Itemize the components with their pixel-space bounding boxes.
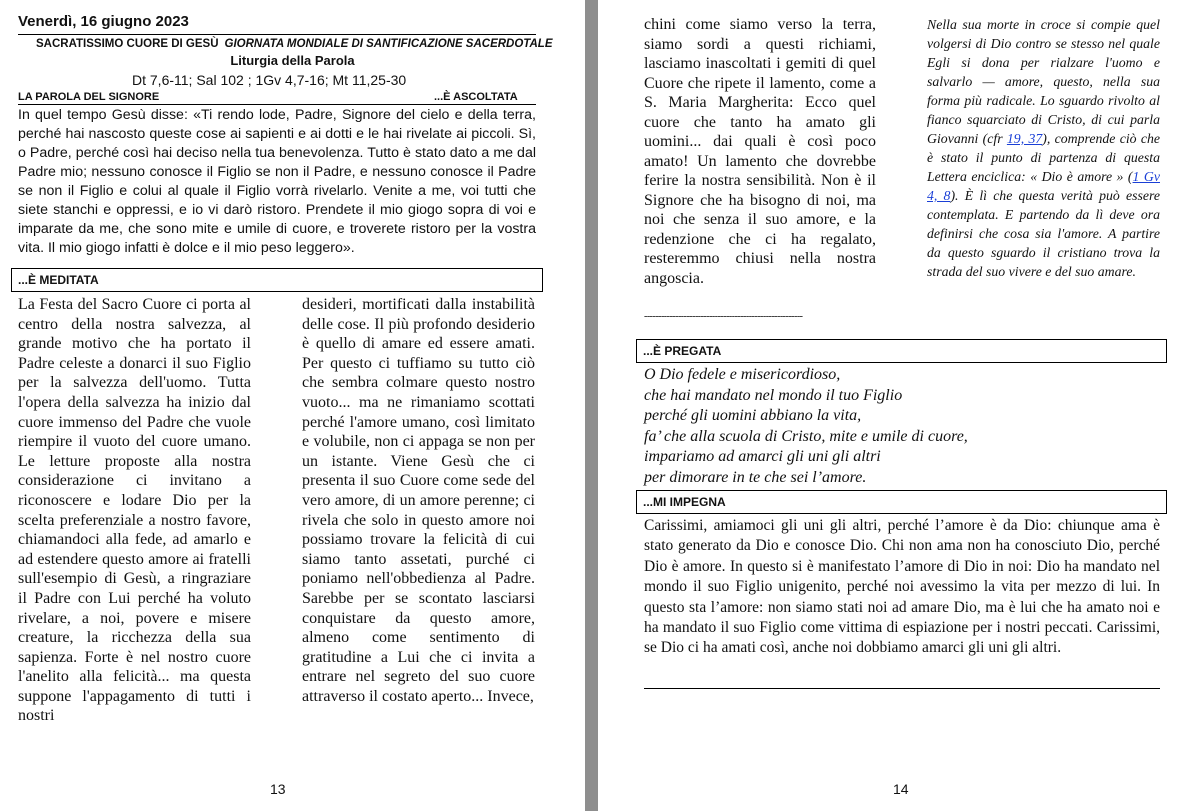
section-listened-label: ...È ASCOLTATA <box>434 91 518 103</box>
section-word-label: LA PAROLA DEL SIGNORE <box>18 91 160 103</box>
meditation-column-2 <box>302 295 535 706</box>
encyclical-text-2: ), comprende ciò che è stato il punto di partenza di questa Lettera enciclica: « Dio è amore » ( <box>927 131 1160 184</box>
column-separator: -------------------------------------------------------- <box>644 311 803 322</box>
meditated-header <box>11 268 543 292</box>
liturgy-title: Liturgia della Parola <box>230 53 355 68</box>
section-rule <box>18 104 536 105</box>
readings-reference: Dt 7,6-11; Sal 102 ; 1Gv 4,7-16; Mt 11,25-30 <box>132 72 407 88</box>
meditated-label: ...È MEDITATA <box>18 273 99 287</box>
meditation-paragraph-1: La Festa del Sacro Cuore ci porta al centro della nostra salvezza, al grande motivo che ha portato il Padre celeste a donarci il suo Figlio per la salvezza dell'uomo. Tutta l'opera della salvezza ha inizio dal cuore immenso del Padre che vuole riempire il vuoto del cuore umano. Le letture proposte alla nostra considerazione ci invitano a riconoscere e lodare Dio per la scelta preferenziale a nostro favore, chiamandoci alla fede, ad amarlo e ad estendere questo amore ai fratelli sull'esempio di Gesù, a ringraziare il Padre con Lui perché ha voluto rivelare, a noi, povere e misere creature, la ricchezza della sua sapienza. Forte è nel nostro cuore l'anelito alla felicità... ma questa suppone l'appagamento di tutti i nostri <box>18 296 251 725</box>
prayer-text <box>644 365 968 488</box>
header-rule <box>18 34 536 35</box>
prayer-line: fa’ che alla scuola di Cristo, mite e umile di cuore, <box>644 427 968 445</box>
commit-label: ...MI IMPEGNA <box>643 495 726 509</box>
prayer-line: per dimorare in te che sei l’amore. <box>644 468 867 486</box>
commitment-text: Carissimi, amiamoci gli uni gli altri, perché l’amore è da Dio: chiunque ama è stato generato da Dio e conosce Dio. Chi non ama non ha conosciuto Dio, perché Dio è amore. In questo si è manifestato l’amore di Dio in noi: Dio ha mandato nel mondo il suo Figlio unigenito, perché noi avessimo la vita per mezzo di lui. In questo sta l’amore: non siamo stati noi ad amare Dio, ma è lui che ha amato noi e ha mandato il suo Figlio come vittima di espiazione per i nostri peccati. Carissimi, se Dio ci ha amati così, anche noi dobbiamo amarci gli uni gli altri. <box>644 517 1160 657</box>
encyclical-quote <box>927 15 1160 281</box>
meditation-column-3: chini come siamo verso la terra, siamo sordi a questi richiami, lasciamo inascoltati i gemiti di quel Cuore che ripete il lamento, come a S. Maria Margherita: Ecco quel cuore che tanto ha amato gli uomini... dai quali è così poco amato! Un lamento che dovrebbe ferire la nostra sensibilità. Non è il Signore che ha bisogno di noi, ma noi che senza il suo amore, e la redenzione che ci ha regalato, resteremmo chiusi nella nostra angoscia. <box>644 16 876 287</box>
page-13 <box>0 0 585 811</box>
prayer-line: impariamo ad amarci gli uni gli altri <box>644 448 881 465</box>
prayed-header <box>636 339 1167 363</box>
bottom-rule <box>644 688 1160 689</box>
prayer-line: che hai mandato nel mondo il tuo Figlio <box>644 386 903 404</box>
reference-link-jn-19-37[interactable]: 19, 37 <box>1006 131 1043 146</box>
prayer-line: perché gli uomini abbiano la vita, <box>644 407 862 424</box>
page-number-13: 13 <box>270 781 286 797</box>
reference-link-1jn-4-8[interactable]: 1 Gv 4, 8 <box>927 169 1160 203</box>
prayer-line: O Dio fedele e misericordioso, <box>644 366 841 383</box>
encyclical-text-3: ). È lì che questa verità può essere contemplata. E partendo da lì deve ora definirsi che cosa sia l'amore. A partire da questo sguardo il cristiano trova la strada del suo vivere e del suo amare. <box>927 188 1160 279</box>
meditation-column-1 <box>18 295 251 726</box>
page-number-14: 14 <box>893 781 909 797</box>
feast-line <box>36 38 552 50</box>
date-header: Venerdì, 16 giugno 2023 <box>18 13 189 30</box>
gospel-text: In quel tempo Gesù disse: «Ti rendo lode, Padre, Signore del cielo e della terra, perché hai nascosto queste cose ai sapienti e ai dotti e le hai rivelate ai piccoli. Sì, o Padre, perché così hai deciso nella tua benevolenza. Tutto è stato dato a me dal Padre mio; nessuno conosce il Figlio se non il Padre, e nessuno conosce il Padre se non il Figlio e colui al quale il Figlio vorrà rivelarlo. Venite a me, voi tutti che siete stanchi e oppressi, e io vi darò ristoro. Prendete il mio giogo sopra di voi e imparate da me, che sono mite e umile di cuore, e troverete ristoro per la vostra vita. Il mio giogo infatti è dolce e il mio peso leggero». <box>18 107 536 256</box>
page-divider <box>585 0 598 811</box>
commit-header <box>636 490 1167 514</box>
encyclical-text-1: Nella sua morte in croce si compie quel volgersi di Dio contro se stesso nel quale Egli si dona per rialzare l'uomo e salvarlo — amore, questo, nella sua forma più radicale. Lo sguardo rivolto al fianco squarciato di Cristo, di cui parla Giovanni (cfr <box>927 17 1160 146</box>
feast-note: GIORNATA MONDIALE DI SANTIFICAZIONE SACERDOTALE <box>224 38 553 50</box>
prayed-label: ...È PREGATA <box>643 344 722 358</box>
feast-title: SACRATISSIMO CUORE DI GESÙ <box>36 38 219 50</box>
meditation-paragraph-2: desideri, mortificati dalla instabilità delle cose. Il più profondo desiderio è quello di amare ed essere amati. Per questo ci tuffiamo su tutto ciò che sembra colmare questo nostro vuoto... ma ne rimaniamo scottati perché l'amore umano, così limitato e volubile, non ci appaga se non per un istante. Viene Gesù che ci presenta il suo Cuore come sede del vero amore, di un amore perenne; ci rivela che solo in questo amore noi possiamo trovare la felicità di cui siamo tanto assetati, purché ci poniamo nell'obbedienza al Padre. Sarebbe per se scontato lasciarsi conquistare da questo amore, almeno come sentimento di gratitudine a Lui che ci invita a entrare nel segreto del suo cuore attraverso il costato aperto... Invece, <box>302 296 535 705</box>
